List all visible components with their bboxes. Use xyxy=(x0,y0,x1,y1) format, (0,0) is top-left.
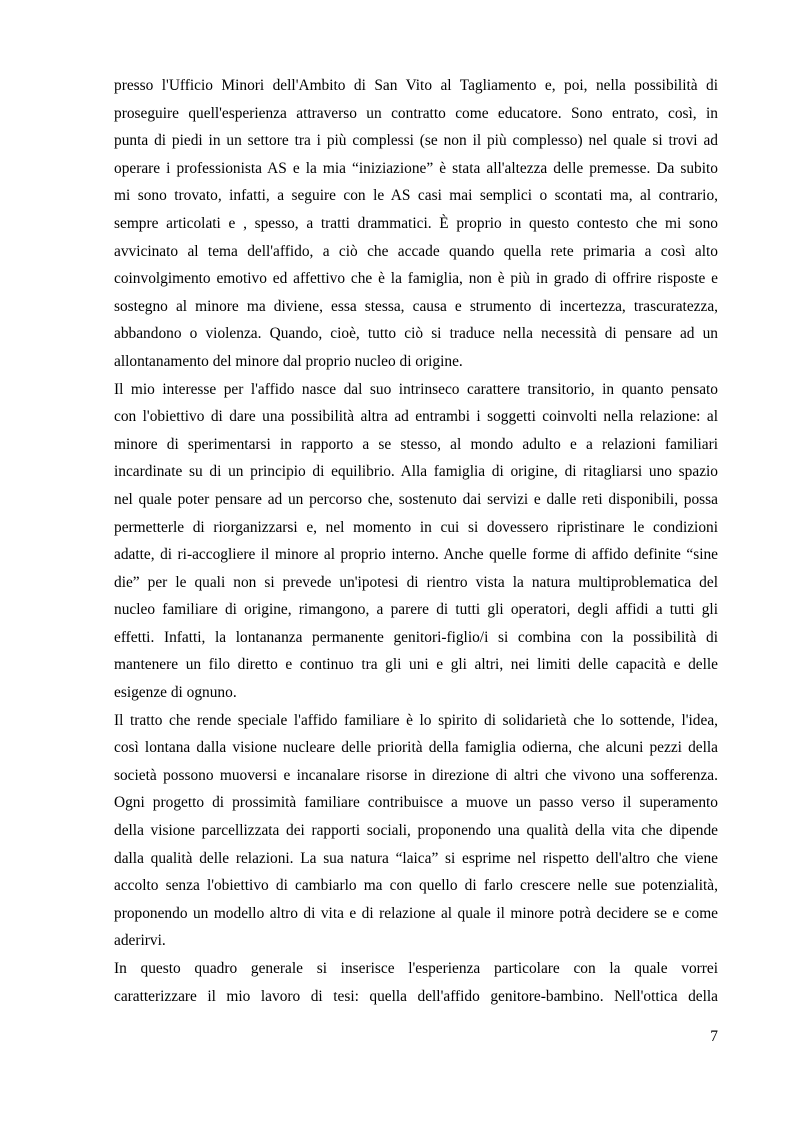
text-line: permetterle di riorganizzarsi e, nel momento in cui si dovessero ripristinare le condizioni xyxy=(114,518,718,536)
text-line: Il mio interesse per l'affido nasce dal suo intrinseco carattere transitorio, in quanto pensato xyxy=(114,380,718,398)
paragraph-4 xyxy=(114,955,718,1010)
paragraph-2 xyxy=(114,376,718,707)
text-line: aderirvi. xyxy=(114,932,166,950)
text-line: dalla qualità delle relazioni. La sua natura “laica” si esprime nel rispetto dell'altro che viene xyxy=(114,849,718,867)
text-line: con l'obiettivo di dare una possibilità altra ad entrambi i soggetti coinvolti nella relazione: al xyxy=(114,408,718,426)
text-line: abbandono o violenza. Quando, cioè, tutto ciò si traduce nella necessità di pensare ad un xyxy=(114,325,718,343)
text-line: sostegno al minore ma diviene, essa stessa, causa e strumento di incertezza, trascuratezza, xyxy=(114,297,718,315)
text-line: presso l'Ufficio Minori dell'Ambito di San Vito al Tagliamento e, poi, nella possibilità di xyxy=(114,77,718,94)
text-line: operare i professionista AS e la mia “iniziazione” è stata all'altezza delle premesse. Da subito xyxy=(114,159,718,177)
text-line: punta di piedi in un settore tra i più complessi (se non il più complesso) nel quale si trovi ad xyxy=(114,132,718,150)
text-line: mantenere un filo diretto e continuo tra gli uni e gli altri, nei limiti delle capacità e delle xyxy=(114,656,718,674)
text-line: così lontana dalla visione nucleare delle priorità della famiglia odierna, che alcuni pezzi della xyxy=(114,739,718,757)
text-line: In questo quadro generale si inserisce l'esperienza particolare con la quale vorrei xyxy=(114,960,718,977)
text-line: adatte, di ri-accogliere il minore al proprio interno. Anche quelle forme di affido definite “sine xyxy=(114,546,718,564)
text-line: coinvolgimento emotivo ed affettivo che è la famiglia, non è più in grado di offrire risposte e xyxy=(114,270,718,288)
text-line: effetti. Infatti, la lontananza permanente genitori-figlio/i si combina con la possibilità di xyxy=(114,628,718,646)
text-line: esigenze di ognuno. xyxy=(114,684,237,702)
text-line: incardinate su di un principio di equilibrio. Alla famiglia di origine, di ritagliarsi uno spazio xyxy=(114,463,718,481)
text-line: Il tratto che rende speciale l'affido familiare è lo spirito di solidarietà che lo sottende, l'idea, xyxy=(114,711,718,729)
text-line: Ogni progetto di prossimità familiare contribuisce a muove un passo verso il superamento xyxy=(114,794,718,812)
text-line: nucleo familiare di origine, rimangono, a parere di tutti gli operatori, degli affidi a tutti gli xyxy=(114,601,718,619)
page-body xyxy=(114,72,718,1010)
text-line: società possono muoversi e incanalare risorse in direzione di altri che vivono una sofferenza. xyxy=(114,766,718,784)
text-line: della visione parcellizzata dei rapporti sociali, proponendo una qualità della vita che dipende xyxy=(114,822,718,840)
text-line: avvicinato al tema dell'affido, a ciò che accade quando quella rete primaria a così alto xyxy=(114,242,718,260)
paragraph-3 xyxy=(114,707,718,955)
text-line: proseguire quell'esperienza attraverso un contratto come educatore. Sono entrato, così, in xyxy=(114,104,718,122)
text-line: nel quale poter pensare ad un percorso che, sostenuto dai servizi e dalle reti disponibili, possa xyxy=(114,490,718,508)
text-line: allontanamento del minore dal proprio nucleo di origine. xyxy=(114,352,463,370)
text-line: minore di sperimentarsi in rapporto a se stesso, al mondo adulto e a relazioni familiari xyxy=(114,435,718,453)
page-number: 7 xyxy=(710,1028,718,1045)
text-line: caratterizzare il mio lavoro di tesi: quella dell'affido genitore-bambino. Nell'ottica della xyxy=(114,987,718,1005)
text-line: sempre articolati e , spesso, a tratti drammatici. È proprio in questo contesto che mi sono xyxy=(114,214,718,232)
text-line: mi sono trovato, infatti, a seguire con le AS casi mai semplici o scontati ma, al contrario, xyxy=(114,187,718,205)
text-line: proponendo un modello altro di vita e di relazione al quale il minore potrà decidere se e come xyxy=(114,904,718,922)
text-line: die” per le quali non si prevede un'ipotesi di rientro vista la natura multiproblematica del xyxy=(114,573,718,591)
paragraph-1 xyxy=(114,72,718,376)
text-line: accolto senza l'obiettivo di cambiarlo ma con quello di farlo crescere nelle sue potenzialità, xyxy=(114,877,718,895)
